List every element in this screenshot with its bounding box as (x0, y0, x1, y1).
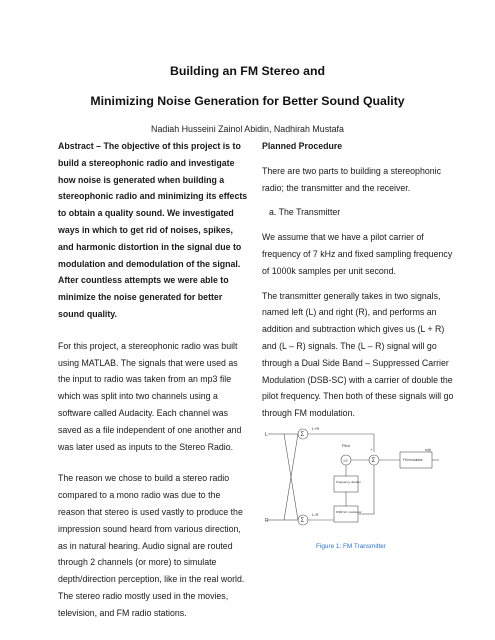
fm-transmitter-diagram (262, 420, 440, 542)
left-column (58, 138, 248, 622)
figure-caption: Figure 1: FM Transmitter (316, 543, 386, 550)
abstract: Abstract – The objective of this project is to build a stereophonic radio and investigate how noise is generated when building a stereophonic radio and minimizing its effects to obtain a quality sound. We investigated ways in which to get rid of noises, spikes, and harmonic distortion in the signal due to modulation and demodulation of the signal. After countless attempts we were able to minimize the noise generated for better sound quality. (58, 141, 248, 319)
label-output: m(t) (425, 448, 432, 452)
intro-paragraph-1: For this project, a stereophonic radio was built using MATLAB. The signals that were used as the input to radio was taken from an mp3 file which was split into two channels using a software called Audacity. Each channel was saved as a file independent of one another and was later used as inputs to the Stereo Radio. (58, 340, 242, 452)
subsection-heading: a. The Transmitter (269, 207, 341, 218)
right-column (262, 138, 458, 422)
label-pilot: Pilot (342, 443, 350, 448)
procedure-paragraph-1: There are two parts to building a stereophonic radio; the transmitter and the receiver. (262, 165, 441, 193)
input-label-r: R (265, 518, 269, 524)
paper-title-line-1: Building an FM Stereo and (169, 64, 326, 78)
label-lmr: L-R (312, 512, 319, 517)
procedure-paragraph-2: We assume that we have a pilot carrier of frequency of 7 kHz and fixed sampling frequency of 1000k samples per unit second. (262, 232, 453, 276)
frequency-doubler-block (334, 476, 358, 492)
final-adder-symbol: Σ (371, 458, 376, 464)
procedure-paragraph-3: The transmitter generally takes in two signals, named left (L) and right (R), and performs an addition and subtraction which gives us (L + R) and (L – R) signals. The (L – R) signal will go through a Dual Side Band – Suppressed Carrier Modulation (DSB-SC) with a carrier of double the pilot frequency. Then both of these signals will go through FM modulation. (262, 290, 454, 419)
input-label-l: L (265, 432, 268, 438)
intro-paragraph-2: The reason we chose to build a stereo radio compared to a mono radio was due to the reason that stereo is used vastly to produce the impression sound heard from various direction, as in natural hearing. Audio signal are routed through 2 channels (or more) to simulate depth/direction perception, like in the real world. The stereo radio mostly used in the movies, television, and FM radio stations. (58, 473, 245, 618)
paper-title-line-2: Minimizing Noise Generation for Better Sound Quality (90, 94, 405, 108)
frequency-doubler-label: Frequency doubler (336, 480, 362, 484)
author-list: Nadiah Husseini Zainol Abidin, Nadhirah Mustafa (151, 124, 344, 134)
adder-symbol: Σ (300, 432, 305, 438)
final-adder-plus: + (370, 447, 373, 452)
dsbsc-modulator-block (334, 506, 358, 522)
dsbsc-modulator-label: DSB-SC modulator (336, 510, 362, 514)
subtractor-symbol: Σ (300, 518, 305, 524)
fm-modulator-label: FM modulator (403, 458, 423, 462)
pilot-symbol: ×2 (343, 458, 348, 463)
label-lpr: L+R (312, 426, 320, 431)
section-heading: Planned Procedure (262, 141, 343, 151)
